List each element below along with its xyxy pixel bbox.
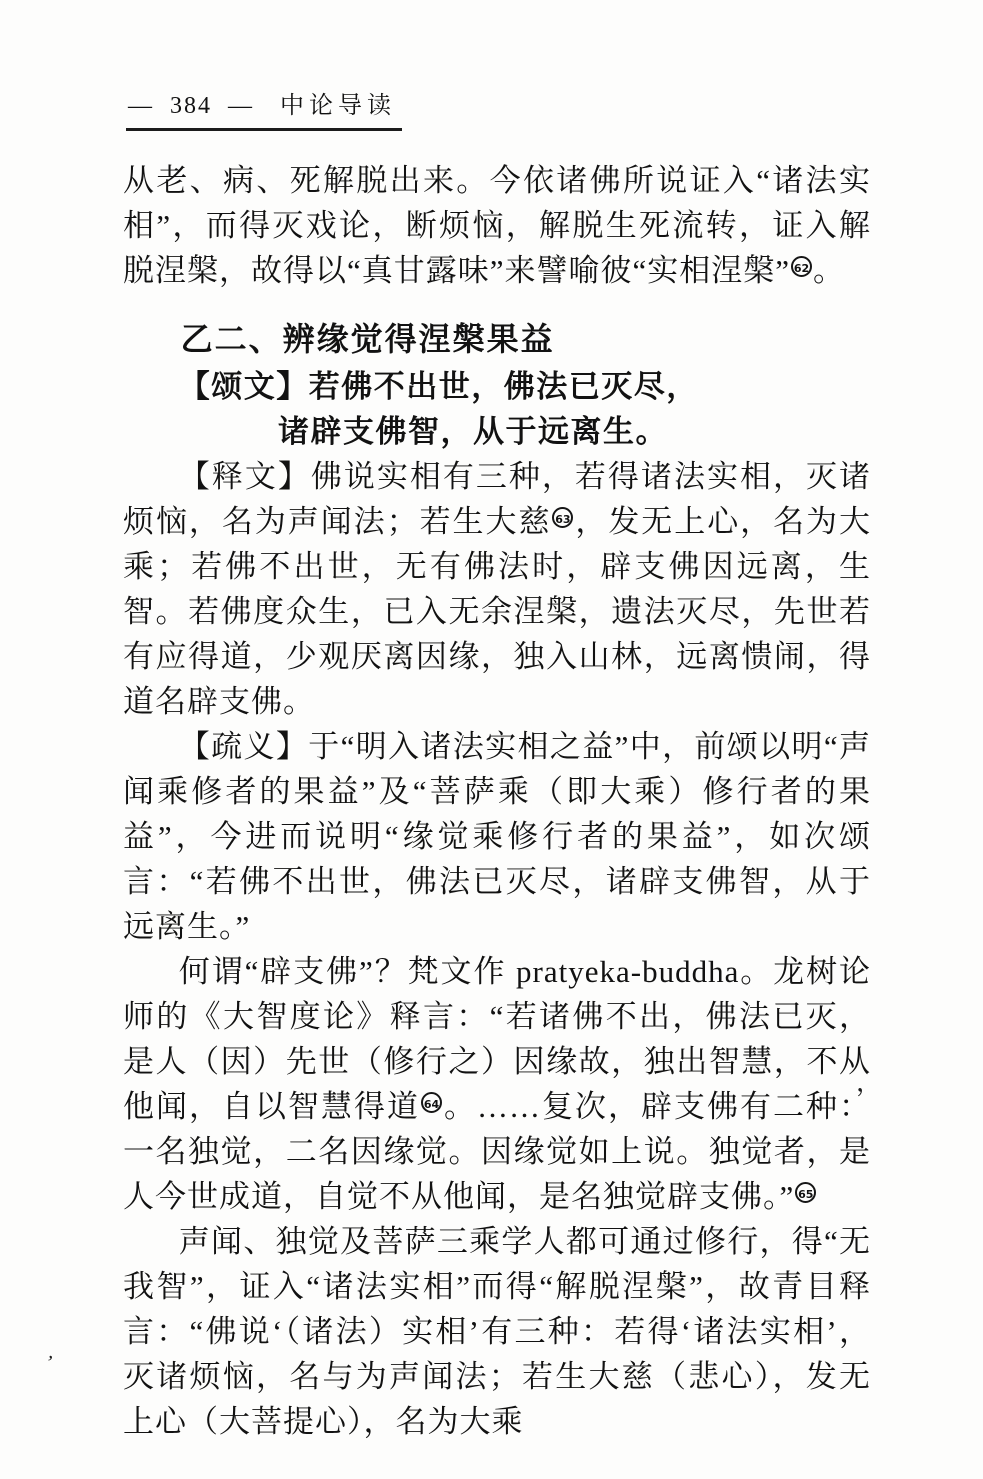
text-run: 。……复次，辟支佛有二种：一名独觉，二名因缘觉。因缘觉如上说。独觉者，是人今世成道，自觉不从他闻，是名独觉辟支佛。” xyxy=(123,1089,871,1214)
paragraph xyxy=(123,949,871,1219)
text-run: 【释文】佛说实相有三种，若得诸法实相，灭诸烦恼，名为声闻法；若生大慈 xyxy=(123,459,871,539)
continuation-paragraph xyxy=(123,158,871,293)
text-run: 【颂文】若佛不出世，佛法已灭尽， xyxy=(178,369,699,404)
footnote-marker: 62 xyxy=(791,256,812,277)
verse-continuation xyxy=(123,409,871,454)
text-run: 。 xyxy=(813,253,846,288)
paragraph xyxy=(123,724,871,949)
page-number: — 384 — xyxy=(128,93,254,119)
text-run: 从老、病、死解脱出来。今依诸佛所说证入“诸法实相”，而得灭戏论，断烦恼，解脱生死流转，证入解脱涅槃，故得以“真甘露味”来譬喻彼“实相涅槃” xyxy=(123,163,871,288)
paragraph xyxy=(123,454,871,724)
footnote-marker: 65 xyxy=(795,1182,816,1203)
stray-comma-mark: ， xyxy=(856,1068,883,1097)
footnote-marker: 64 xyxy=(421,1092,442,1113)
text-run: 乙二、辨缘觉得涅槃果益 xyxy=(180,321,555,357)
text-run: ，发无上心，名为大乘；若佛不出世，无有佛法时，辟支佛因远离，生智。若佛度众生，已入无余涅槃，遗法灭尽，先世若有应得道，少观厌离因缘，独入山林，远离愦闹，得道名辟支佛。 xyxy=(123,504,872,719)
text-run: 声闻、独觉及菩萨三乘学人都可通过修行，得“无我智”，证入“诸法实相”而得“解脱涅槃”，故青目释言：“佛说‘（诸法）实相’有三种：若得‘诸法实相’，灭诸烦恼，名与为声闻法；若生大慈（悲心），发无上心（大菩提心），名为大乘 xyxy=(123,1224,871,1439)
footnote-marker: 63 xyxy=(552,507,573,528)
stray-ink-tick: ’ xyxy=(43,1351,55,1375)
text-run: 诸辟支佛智，从于远离生。 xyxy=(278,414,668,449)
text-run: 何谓“辟支佛”？梵文作 pratyeka-buddha。龙树论师的《大智度论》释言：“若诸佛不出，佛法已灭，是人（因）先世（修行之）因缘故，独出智慧，不从他闻，自以智慧得道 xyxy=(123,954,871,1124)
paragraph xyxy=(123,1219,871,1444)
verse-opening xyxy=(123,364,871,409)
book-title: 中论导读 xyxy=(280,93,396,119)
text-run: 【疏义】于“明入诸法实相之益”中，前颂以明“声闻乘修者的果益”及“菩萨乘（即大乘）修行者的果益”，今进而说明“缘觉乘修行者的果益”，如次颂言：“若佛不出世，佛法已灭尽，诸辟支佛智，从于远离生。” xyxy=(123,729,871,944)
page-header xyxy=(126,92,402,131)
section-heading xyxy=(123,317,871,362)
page-body xyxy=(123,158,871,1444)
